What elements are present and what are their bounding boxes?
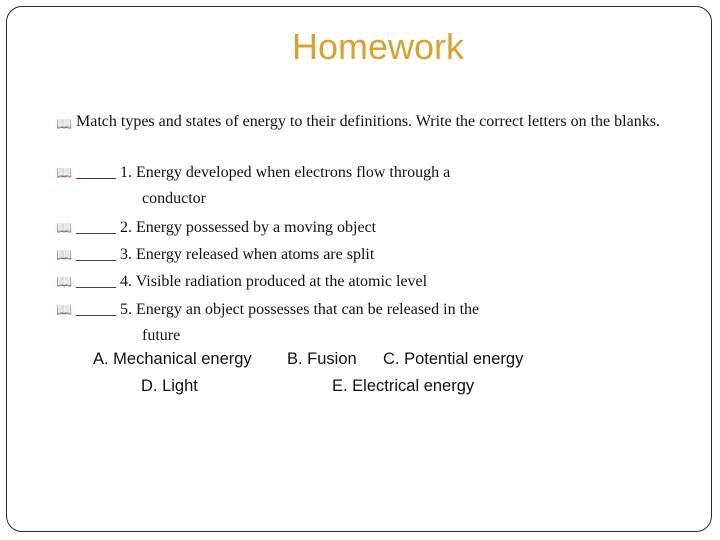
answer-option-e: E. Electrical energy [332,377,475,395]
answer-option-d: D. Light [141,377,198,395]
book-icon: 📖 [56,117,73,132]
book-icon: 📖 [56,275,73,290]
book-icon: 📖 [56,248,73,263]
item-continuation: future [142,327,181,344]
item-text: _____ 3. Energy released when atoms are split [76,246,375,263]
item-continuation: conductor [142,190,206,207]
item-text: _____ 5. Energy an object possesses that can be released in the [76,301,480,318]
item-text: _____ 2. Energy possessed by a moving object [76,219,377,236]
answer-option-b: B. Fusion [287,350,357,368]
slide-title: Homework [291,26,465,67]
answer-option-c: C. Potential energy [383,350,524,368]
item-text: _____ 4. Visible radiation produced at the atomic level [76,273,428,290]
answer-option-a: A. Mechanical energy [93,350,252,368]
book-icon: 📖 [56,221,73,236]
instruction-text: Match types and states of energy to their definitions. Write the correct letters on the blanks. [76,113,660,130]
item-text: _____ 1. Energy developed when electrons flow through a [76,164,451,181]
book-icon: 📖 [56,303,73,318]
book-icon: 📖 [56,166,73,181]
